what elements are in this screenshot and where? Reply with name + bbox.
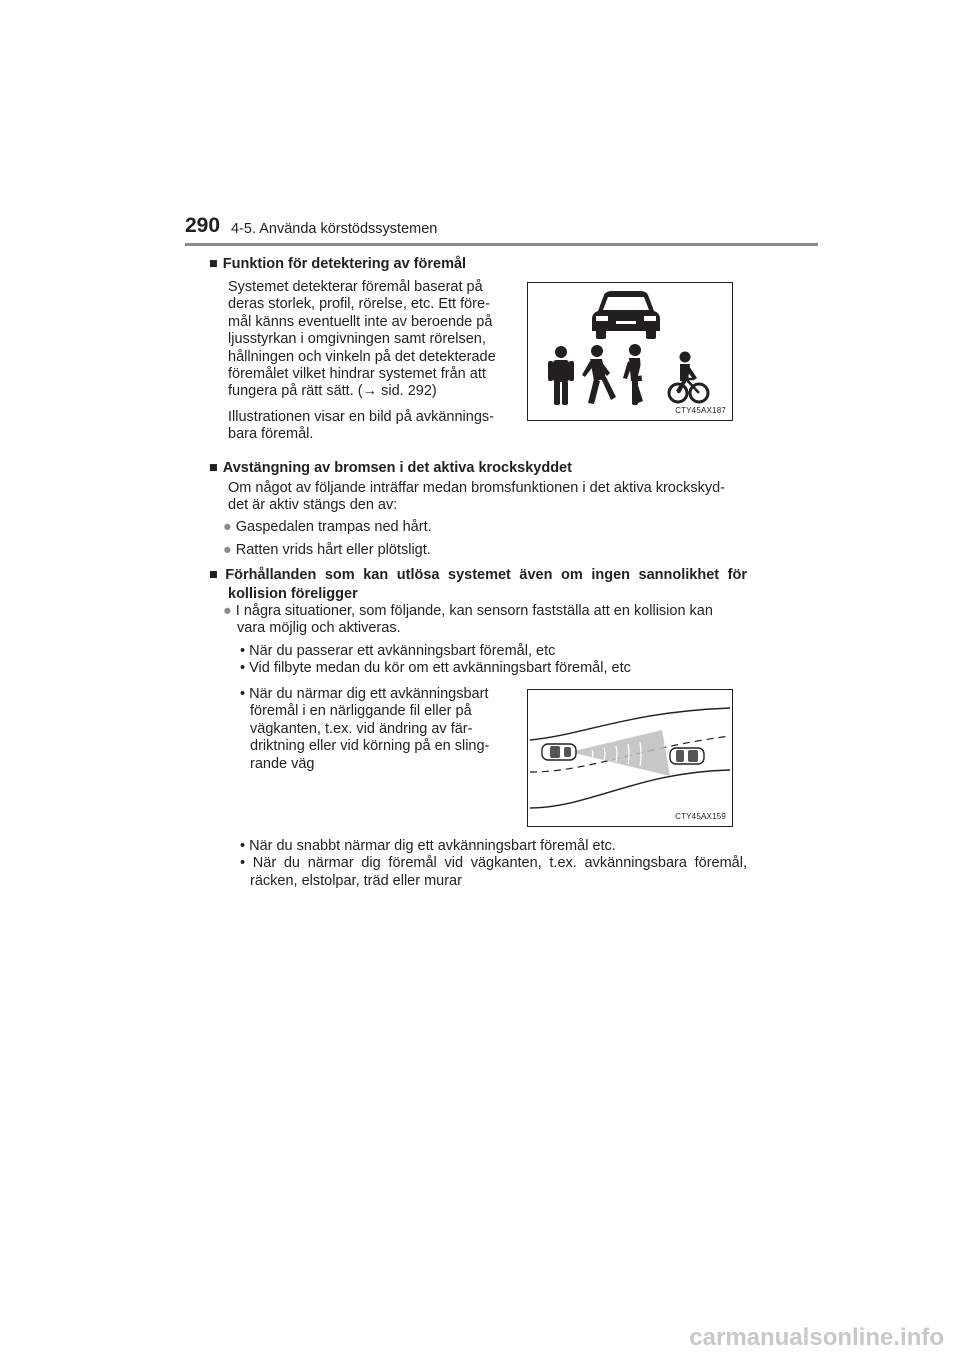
sub-item: • När du närmar dig föremål vid vägkanten, t.ex. avkänningsbara föremål, [240, 855, 747, 872]
detectable-objects-illustration [528, 283, 732, 420]
curved-road-illustration [528, 690, 732, 826]
bullet-text: Ratten vrids hårt eller plötsligt. [235, 542, 431, 558]
side-pedestrian-icon [623, 344, 644, 405]
text-line: bara föremål. [228, 426, 314, 443]
bullet-marker: ● [223, 603, 232, 619]
heading-brake-deactivation [209, 459, 572, 478]
sensor-beam [570, 730, 670, 776]
sub-item-adjacent-lane [240, 686, 504, 773]
text-line: Illustrationen visar en bild på avkännings- [228, 408, 494, 425]
walking-pedestrian-icon [582, 345, 616, 404]
figure-curved-road [527, 689, 733, 827]
figure-code: CTY45AX159 [675, 812, 726, 821]
text-line: föremålet vilket hindrar systemet från att [228, 366, 486, 383]
bullet-text: vara möjlig och aktiveras. [237, 620, 401, 637]
text-line: Systemet detekterar föremål baserat på [228, 279, 483, 295]
bullet-item [223, 519, 432, 536]
text-line: driktning eller vid körning på en sling- [250, 738, 490, 755]
text-line: rande väg [250, 755, 315, 772]
car-front-icon [592, 291, 660, 339]
text-line: ljusstyrkan i omgivningen samt rörelsen, [228, 331, 486, 348]
heading-object-detection [209, 255, 466, 274]
heading-text: Funktion för detektering av föremål [222, 256, 467, 272]
page-number: 290 [185, 214, 221, 237]
bullet-item-situations [223, 603, 747, 638]
text-line: deras storlek, profil, rörelse, etc. Ett före- [228, 296, 490, 313]
heading-false-activation [209, 566, 747, 604]
text-line: mål känns eventuellt inte av beroende på [228, 313, 493, 330]
bullet-marker: ● [223, 542, 232, 558]
watermark: carmanualsonline.info [689, 1324, 944, 1351]
bullet-text: I några situationer, som följande, kan sensorn fastställa att en kollision kan [235, 603, 713, 619]
heading-text: kollision föreligger [228, 586, 358, 602]
text-line: det är aktiv stängs den av: [228, 497, 398, 514]
section-title: 4-5. Använda körstödssystemen [231, 221, 438, 237]
sub-item: räcken, elstolpar, träd eller murar [250, 872, 462, 889]
bullet-marker: ● [223, 519, 232, 535]
section-marker: ■ [209, 460, 218, 476]
figure-code: CTY45AX187 [675, 406, 726, 415]
own-car-icon [542, 744, 576, 760]
heading-text: Avstängning av bromsen i det aktiva krockskyddet [222, 460, 572, 476]
other-car-icon [670, 748, 704, 764]
heading-text: Förhållanden som kan utlösa systemet även om ingen sannolikhet för [225, 567, 747, 583]
header-rule [185, 243, 818, 246]
text-line: vägkanten, t.ex. vid ändring av fär- [250, 720, 473, 737]
sub-item: • När du passerar ett avkänningsbart föremål, etc [240, 643, 556, 659]
text-line: föremål i en närliggande fil eller på [250, 703, 472, 720]
paragraph-detection-description [228, 279, 504, 444]
text-line: fungera på rätt sätt. (→ sid. 292) [228, 383, 437, 400]
text-line: • När du närmar dig ett avkänningsbart [240, 686, 489, 702]
section-marker: ■ [209, 256, 218, 272]
sub-list-c [240, 838, 747, 890]
sub-list-a [240, 643, 747, 678]
bullet-item [223, 542, 431, 559]
cyclist-icon [669, 352, 708, 403]
figure-detectable-objects [527, 282, 733, 421]
text-line: Om något av följande inträffar medan bromsfunktionen i det aktiva krockskyd- [228, 480, 726, 496]
bullet-text: Gaspedalen trampas ned hårt. [235, 519, 432, 535]
text-line: hållningen och vinkeln på det detekterade [228, 348, 496, 365]
sub-item: • Vid filbyte medan du kör om ett avkänningsbart föremål, etc [240, 660, 631, 677]
standing-pedestrian-icon [548, 346, 574, 405]
section-marker: ■ [209, 567, 221, 583]
sub-item: • När du snabbt närmar dig ett avkänningsbart föremål etc. [240, 838, 616, 854]
paragraph-brake-intro [228, 480, 746, 515]
